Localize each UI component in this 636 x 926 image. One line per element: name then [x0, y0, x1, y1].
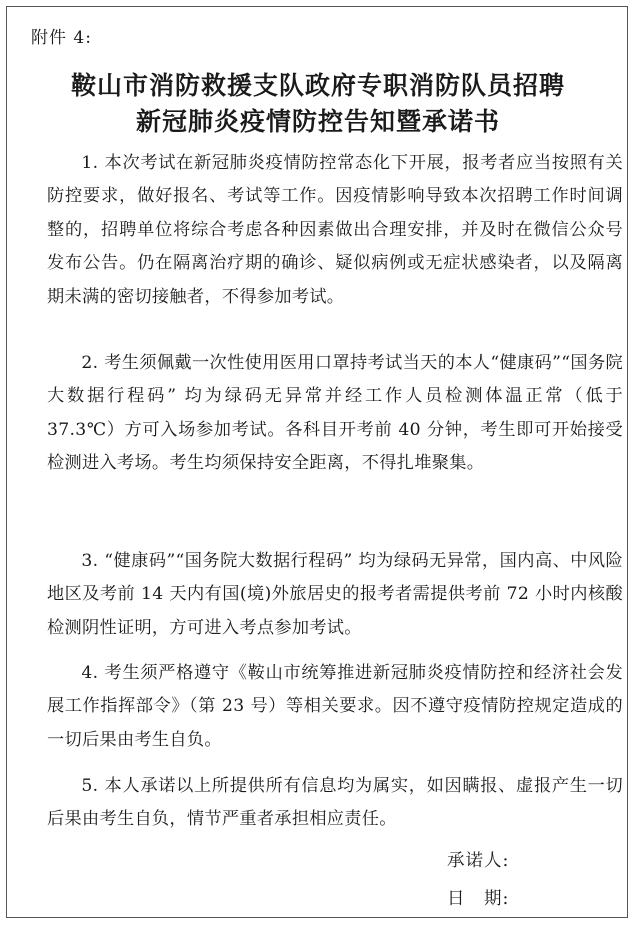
document-title-line-2: 新冠肺炎疫情防控告知暨承诺书	[135, 107, 500, 136]
attachment-label: 附件 4:	[31, 28, 92, 48]
document-page	[6, 6, 628, 918]
paragraph-2: 2. 考生须佩戴一次性使用医用口罩持考试当天的本人“健康码”“国务院大数据行程码” 均为绿码无异常并经工作人员检测体温正常（低于 37.3℃）方可入场参加考试。各科目开考前 40 分钟，考生即可开始接受检测进入考场。考生均须保持安全距离，不得扎堆聚集。	[47, 353, 623, 474]
date-label: 日 期:	[447, 889, 510, 909]
paragraph-5: 5. 本人承诺以上所提供所有信息均为属实，如因瞒报、虚报产生一切后果由考生自负，情节严重者承担相应责任。	[47, 776, 623, 830]
paragraph-1: 1. 本次考试在新冠肺炎疫情防控常态化下开展，报考者应当按照有关防控要求，做好报名、考试等工作。因疫情影响导致本次招聘工作时间调整的，招聘单位将综合考虑各种因素做出合理安排，并及时在微信公众号发布公告。仍在隔离治疗期的确诊、疑似病例或无症状感染者，以及隔离期未满的密切接触者，不得参加考试。	[47, 153, 623, 307]
paragraph-3: 3. “健康码”“国务院大数据行程码” 均为绿码无异常，国内高、中风险地区及考前 14 天内有国(境)外旅居史的报考者需提供考前 72 小时内核酸检测阴性证明，方可进入考点参加考试。	[47, 551, 623, 638]
signature-label: 承诺人:	[447, 851, 510, 871]
document-title-line-1: 鞍山市消防救援支队政府专职消防队员招聘	[70, 71, 565, 100]
paragraph-4: 4. 考生须严格遵守《鞍山市统筹推进新冠肺炎疫情防控和经济社会发展工作指挥部令》（第 23 号）等相关要求。因不遵守疫情防控规定造成的一切后果由考生自负。	[47, 663, 623, 750]
